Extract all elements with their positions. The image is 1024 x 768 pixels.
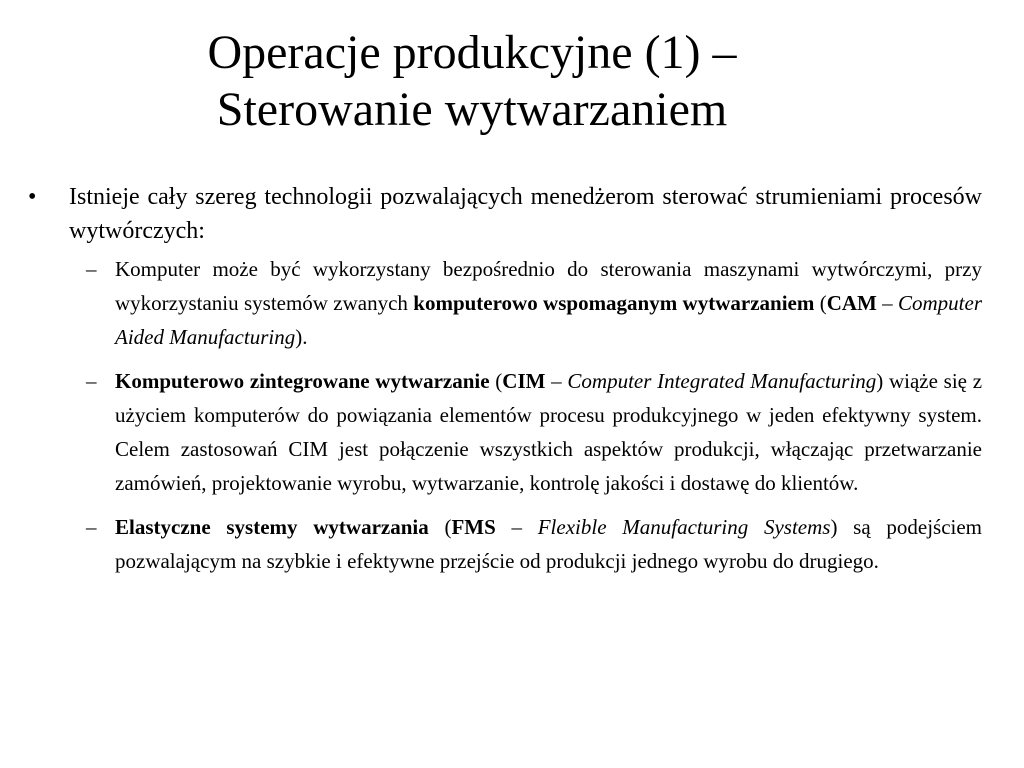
cim-paren-open: (	[489, 369, 503, 393]
cam-paren-close: ).	[295, 325, 308, 349]
bullet-intro	[28, 180, 982, 248]
fms-term: Elastyczne systemy wytwarzania	[115, 515, 429, 539]
dash-marker: –	[86, 515, 97, 539]
slide-body	[28, 180, 982, 588]
cim-text: ) wiąże się z użyciem komputerów do powiązania elementów procesu produkcyjnego w jeden efektywny system. Celem zastosowań CIM jest połączenie wszystkich aspektów produkcji, włączając przetwarzanie zamówień, projektowanie wyrobu, wytwarzanie, kontrolę jakości i dostawę do klientów.	[115, 369, 983, 495]
bullet-marker: •	[28, 184, 37, 210]
fms-expansion: Flexible Manufacturing Systems	[537, 515, 831, 539]
sub-bullet-cam	[28, 252, 982, 354]
dash-marker: –	[86, 369, 97, 393]
cam-dash: –	[876, 291, 898, 315]
fms-abbr: FMS	[451, 515, 496, 539]
cim-expansion: Computer Integrated Manufacturing	[567, 369, 877, 393]
cim-abbr: CIM	[502, 369, 546, 393]
cam-abbr: CAM	[826, 291, 877, 315]
fms-paren-open: (	[428, 515, 452, 539]
slide-title-line-1: Operacje produkcyjne (1) –	[207, 26, 737, 79]
intro-text: Istnieje cały szereg technologii pozwalających menedżerom sterować strumieniami procesów wytwórczych:	[69, 184, 982, 244]
dash-marker: –	[86, 257, 97, 281]
slide-title	[60, 24, 884, 138]
cam-term: komputerowo wspomaganym wytwarzaniem	[413, 291, 815, 315]
fms-text: ) są podejściem pozwalającym na szybkie i efektywne przejście od produkcji jednego wyrobu do drugiego.	[115, 515, 983, 573]
fms-dash: –	[495, 515, 538, 539]
cam-paren-open: (	[814, 291, 827, 315]
cim-dash: –	[545, 369, 568, 393]
cim-term: Komputerowo zintegrowane wytwarzanie	[115, 369, 490, 393]
sub-bullet-fms	[28, 510, 982, 578]
slide-title-line-2: Sterowanie wytwarzaniem	[216, 83, 728, 136]
cam-text: Komputer może być wykorzystany bezpośrednio do sterowania maszynami wytwórczymi, przy wykorzystaniu systemów zwanych	[115, 257, 982, 315]
sub-bullet-cim	[28, 364, 982, 500]
cam-expansion: Computer Aided Manufacturing	[115, 291, 982, 349]
